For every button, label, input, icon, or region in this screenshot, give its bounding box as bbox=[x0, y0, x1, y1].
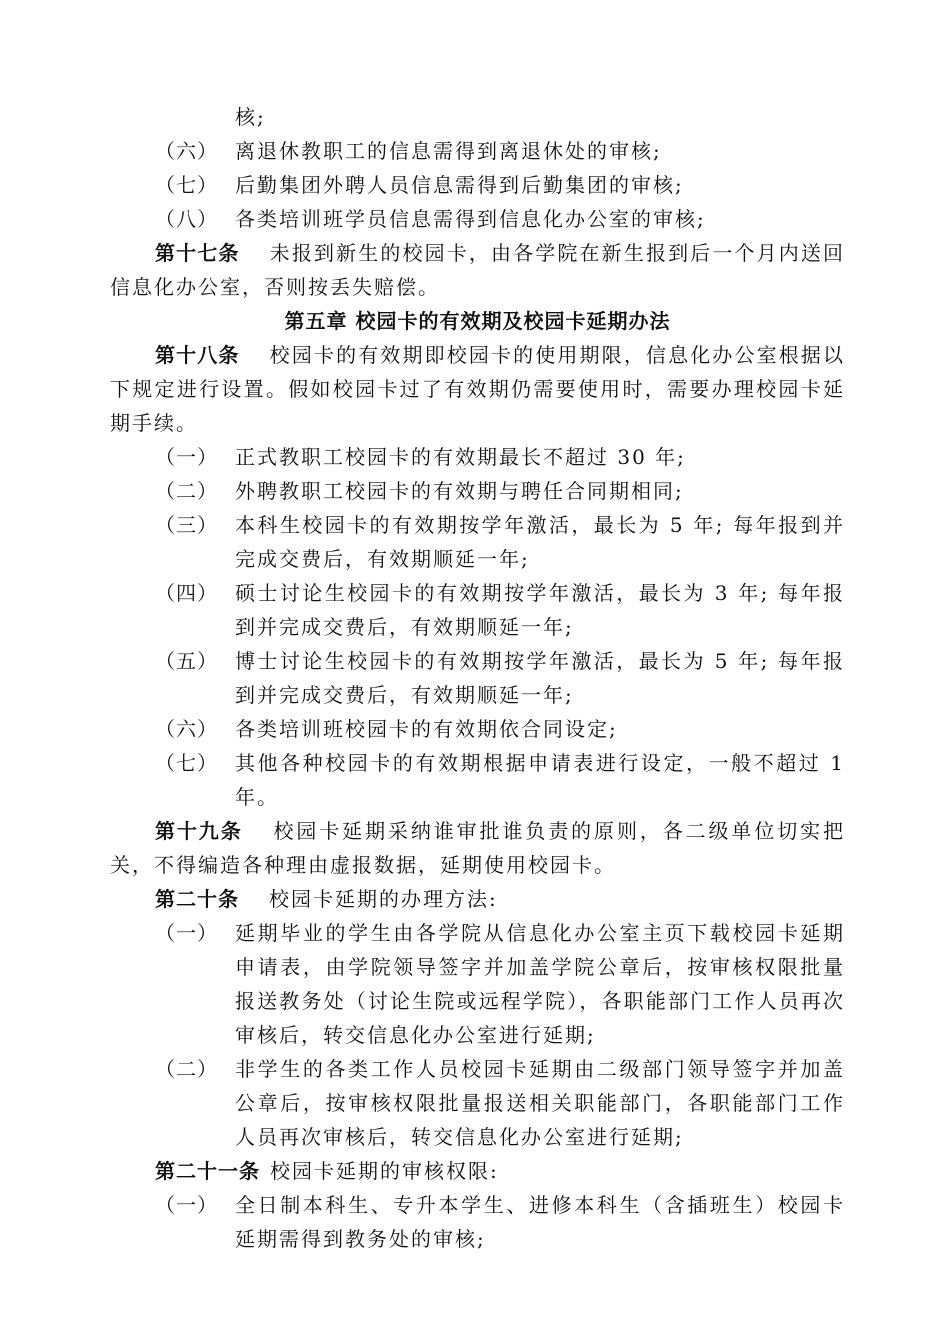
list-item bbox=[110, 168, 845, 202]
list-item bbox=[110, 1052, 845, 1154]
article-heading: 第十七条 bbox=[155, 241, 240, 265]
list-item bbox=[110, 508, 845, 576]
item-number: （四） bbox=[155, 581, 218, 605]
article-20 bbox=[110, 882, 845, 916]
item-number: （七） bbox=[155, 173, 218, 197]
list-item bbox=[110, 134, 845, 168]
item-text: 博士讨论生校园卡的有效期按学年激活，最长为 5 年; 每年报到并完成交费后，有效期顺延一年; bbox=[235, 649, 845, 707]
article-18 bbox=[110, 338, 845, 440]
chapter-title: 第五章 校园卡的有效期及校园卡延期办法 bbox=[284, 309, 671, 333]
list-item bbox=[110, 712, 845, 746]
item-text: 后勤集团外聘人员信息需得到后勤集团的审核; bbox=[235, 173, 684, 197]
article-heading: 第二十条 bbox=[155, 887, 239, 911]
article-text: 校园卡的有效期即校园卡的使用期限，信息化办公室根据以下规定进行设置。假如校园卡过了有效期仍需要使用时，需要办理校园卡延期手续。 bbox=[110, 343, 846, 435]
continued-item-fragment: 核; bbox=[235, 105, 266, 129]
item-number: （六） bbox=[155, 717, 218, 741]
list-item bbox=[110, 440, 845, 474]
item-text: 非学生的各类工作人员校园卡延期由二级部门领导签字并加盖公章后，按审核权限批量报送相关职能部门，各职能部门工作人员再次审核后，转交信息化办公室进行延期; bbox=[235, 1057, 845, 1149]
item-number: （三） bbox=[155, 513, 218, 537]
article-text: 校园卡延期采纳谁审批谁负责的原则，各二级单位切实把关，不得编造各种理由虚报数据，延期使用校园卡。 bbox=[110, 819, 846, 877]
list-item bbox=[110, 644, 845, 712]
item-number: （六） bbox=[155, 139, 218, 163]
item-number: （二） bbox=[155, 479, 218, 503]
article-19 bbox=[110, 814, 845, 882]
article-text: 校园卡延期的审核权限: bbox=[270, 1159, 499, 1183]
article-text: 校园卡延期的办理方法: bbox=[269, 887, 498, 911]
item-text: 外聘教职工校园卡的有效期与聘任合同期相同; bbox=[235, 479, 684, 503]
article-heading: 第十八条 bbox=[155, 343, 240, 367]
list-item bbox=[110, 576, 845, 644]
list-item bbox=[110, 1188, 845, 1256]
item-text: 正式教职工校园卡的有效期最长不超过 30 年; bbox=[235, 445, 686, 469]
item-text: 硕士讨论生校园卡的有效期按学年激活，最长为 3 年; 每年报到并完成交费后，有效期顺延一年; bbox=[235, 581, 845, 639]
article-21 bbox=[110, 1154, 845, 1188]
item-text: 各类培训班校园卡的有效期依合同设定; bbox=[235, 717, 618, 741]
item-number: （八） bbox=[155, 207, 218, 231]
list-item bbox=[110, 746, 845, 814]
item-text: 全日制本科生、专升本学生、进修本科生（含插班生）校园卡延期需得到教务处的审核; bbox=[235, 1193, 845, 1251]
item-text: 离退休教职工的信息需得到离退休处的审核; bbox=[235, 139, 662, 163]
item-text: 各类培训班学员信息需得到信息化办公室的审核; bbox=[235, 207, 706, 231]
list-item bbox=[110, 916, 845, 1052]
item-text: 延期毕业的学生由各学院从信息化办公室主页下载校园卡延期申请表，由学院领导签字并加盖学院公章后，按审核权限批量报送教务处（讨论生院或远程学院），各职能部门工作人员再次审核后，转交信息化办公室进行延期; bbox=[235, 921, 845, 1047]
item-number: （七） bbox=[155, 751, 218, 775]
item-text: 其他各种校园卡的有效期根据申请表进行设定，一般不超过 1 年。 bbox=[235, 751, 845, 809]
item-number: （一） bbox=[155, 921, 218, 945]
article-heading: 第二十一条 bbox=[155, 1159, 260, 1183]
item-number: （二） bbox=[155, 1057, 218, 1081]
list-item bbox=[110, 202, 845, 236]
item-number: （一） bbox=[155, 1193, 218, 1217]
article-17 bbox=[110, 236, 845, 304]
list-item bbox=[110, 474, 845, 508]
item-number: （五） bbox=[155, 649, 218, 673]
document-body bbox=[110, 100, 845, 1256]
item-text: 本科生校园卡的有效期按学年激活，最长为 5 年; 每年报到并完成交费后，有效期顺延一年; bbox=[235, 513, 845, 571]
article-text: 未报到新生的校园卡，由各学院在新生报到后一个月内送回信息化办公室，否则按丢失赔偿。 bbox=[110, 241, 846, 299]
item-number: （一） bbox=[155, 445, 218, 469]
article-heading: 第十九条 bbox=[155, 819, 243, 843]
